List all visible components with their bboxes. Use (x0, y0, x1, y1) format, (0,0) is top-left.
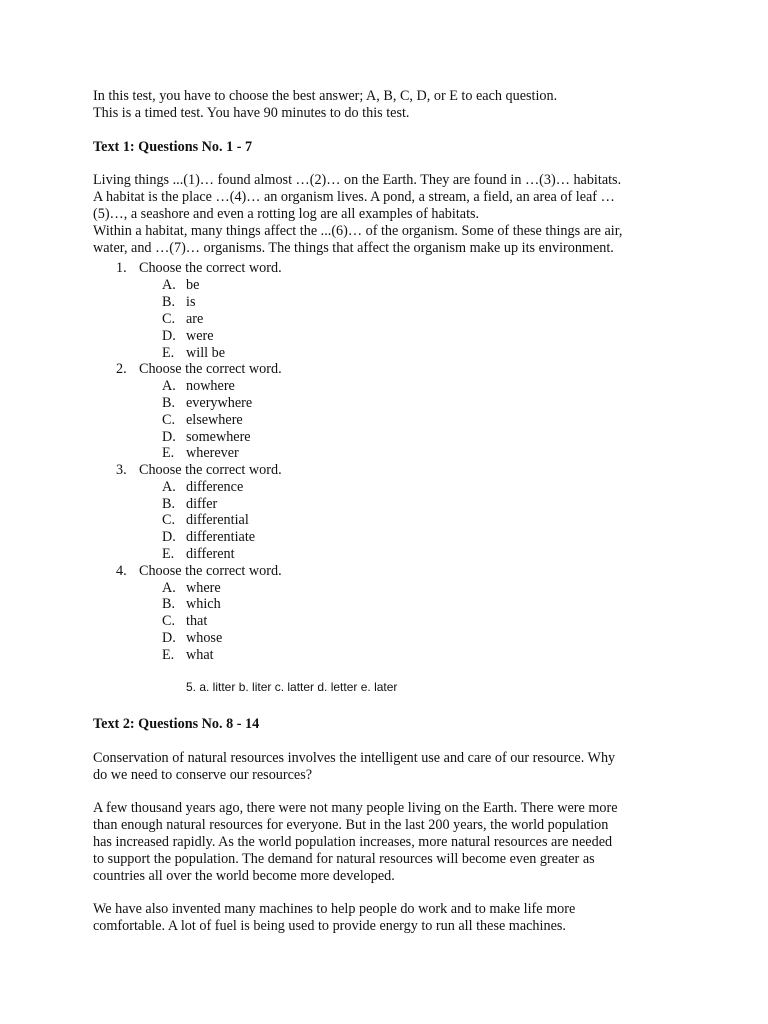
option-letter: B. (162, 596, 176, 612)
option-letter: E. (162, 546, 175, 562)
option-letter: B. (162, 395, 176, 411)
option-letter: A. (162, 277, 176, 293)
question-number: 2. (116, 361, 127, 377)
intro-line: In this test, you have to choose the best answer; A, B, C, D, or E to each question. (93, 88, 558, 104)
option-letter: E. (162, 345, 175, 361)
option-text: whose (186, 630, 223, 646)
option-text: will be (186, 345, 226, 361)
option-letter: B. (162, 496, 176, 512)
option-text: nowhere (186, 378, 235, 394)
option-text: elsewhere (186, 412, 243, 428)
text2-para2-line: to support the population. The demand for natural resources will become even greater as (93, 851, 595, 867)
text2-para2-line: countries all over the world become more developed. (93, 868, 395, 884)
text1-line: Within a habitat, many things affect the ...(6)… of the organism. Some of these things are air, (93, 223, 623, 239)
text1-line: A habitat is the place …(4)… an organism lives. A pond, a stream, a field, an area of leaf … (93, 189, 615, 205)
text2-para2-line: A few thousand years ago, there were not many people living on the Earth. There were more (93, 800, 618, 816)
option-text: be (186, 277, 200, 293)
option-text: everywhere (186, 395, 253, 411)
option-letter: D. (162, 529, 176, 545)
text2-para2-line: than enough natural resources for everyone. But in the last 200 years, the world population (93, 817, 609, 833)
option-text: where (186, 580, 221, 596)
option-letter: C. (162, 311, 176, 327)
question-prompt: Choose the correct word. (139, 462, 282, 478)
text1-line: Living things ...(1)… found almost …(2)… on the Earth. They are found in …(3)… habitats. (93, 172, 622, 188)
option-letter: D. (162, 328, 176, 344)
option-text: differential (186, 512, 249, 528)
option-letter: B. (162, 294, 176, 310)
option-text: somewhere (186, 429, 251, 445)
option-text: is (186, 294, 196, 310)
option-letter: D. (162, 429, 176, 445)
option-letter: A. (162, 479, 176, 495)
option-letter: E. (162, 445, 175, 461)
question-number: 4. (116, 563, 127, 579)
question-5-line: 5. a. litter b. liter c. latter d. letter e. later (186, 680, 398, 694)
text2-para1-line: do we need to conserve our resources? (93, 767, 313, 783)
question-prompt: Choose the correct word. (139, 260, 282, 276)
text2-heading: Text 2: Questions No. 8 - 14 (93, 716, 260, 732)
option-letter: C. (162, 512, 176, 528)
option-text: different (186, 546, 235, 562)
option-letter: C. (162, 613, 176, 629)
question-number: 1. (116, 260, 127, 276)
text2-para2-line: has increased rapidly. As the world population increases, more natural resources are needed (93, 834, 613, 850)
option-text: wherever (186, 445, 239, 461)
option-text: differentiate (186, 529, 256, 545)
text1-heading: Text 1: Questions No. 1 - 7 (93, 139, 253, 155)
text2-para3-line: comfortable. A lot of fuel is being used to provide energy to run all these machines. (93, 918, 566, 934)
question-prompt: Choose the correct word. (139, 563, 282, 579)
option-text: which (186, 596, 221, 612)
option-letter: C. (162, 412, 176, 428)
question-number: 3. (116, 462, 127, 478)
text2-para1-line: Conservation of natural resources involves the intelligent use and care of our resource. Why (93, 750, 616, 766)
option-letter: A. (162, 378, 176, 394)
option-text: difference (186, 479, 244, 495)
option-text: what (186, 647, 214, 663)
option-text: are (186, 311, 204, 327)
option-text: were (186, 328, 214, 344)
text1-line: water, and …(7)… organisms. The things that affect the organism make up its environment. (93, 240, 614, 256)
text2-para3-line: We have also invented many machines to help people do work and to make life more (93, 901, 576, 917)
text1-line: (5)…, a seashore and even a rotting log are all examples of habitats. (93, 206, 480, 222)
option-text: that (186, 613, 208, 629)
option-text: differ (186, 496, 218, 512)
option-letter: E. (162, 647, 175, 663)
option-letter: D. (162, 630, 176, 646)
option-letter: A. (162, 580, 176, 596)
question-prompt: Choose the correct word. (139, 361, 282, 377)
intro-line: This is a timed test. You have 90 minutes to do this test. (93, 105, 410, 121)
